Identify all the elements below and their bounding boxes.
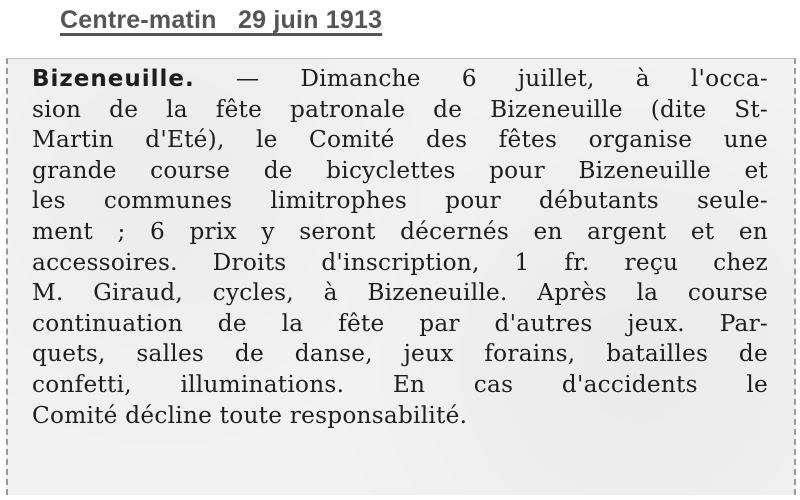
article-line-12: Comité décline toute responsabilité. — [32, 401, 468, 429]
article-line-10: quets, salles de danse, jeux forains, batailles de — [32, 340, 768, 368]
article-line-11: confetti, illuminations. En cas d'accidents le — [32, 370, 768, 398]
clipping-caption: Centre-matin 29 juin 1913 — [60, 6, 383, 34]
article-line-9: continuation de la fête par d'autres jeux. Par- — [32, 309, 768, 337]
article-line-3: Martin d'Eté), le Comité des fêtes organise une — [32, 126, 768, 154]
article-line-5: les communes limitrophes pour débutants seule- — [32, 187, 768, 215]
article-line-8: M. Giraud, cycles, à Bizeneuille. Après la course — [32, 279, 768, 307]
article-line-7: accessoires. Droits d'inscription, 1 fr. reçu chez — [32, 248, 768, 276]
article-line-4: grande course de bicyclettes pour Bizeneuille et — [32, 156, 768, 184]
article-line-6: ment ; 6 prix y seront décernés en argent et en — [32, 217, 768, 245]
article-line-text: — Dimanche 6 juillet, à l'occa- — [194, 65, 768, 92]
article-line-1 — [32, 64, 768, 95]
article-headword: Bizeneuille. — [32, 66, 195, 92]
article-text — [32, 64, 768, 431]
article-line-2: sion de la fête patronale de Bizeneuille (dite St- — [32, 95, 768, 123]
